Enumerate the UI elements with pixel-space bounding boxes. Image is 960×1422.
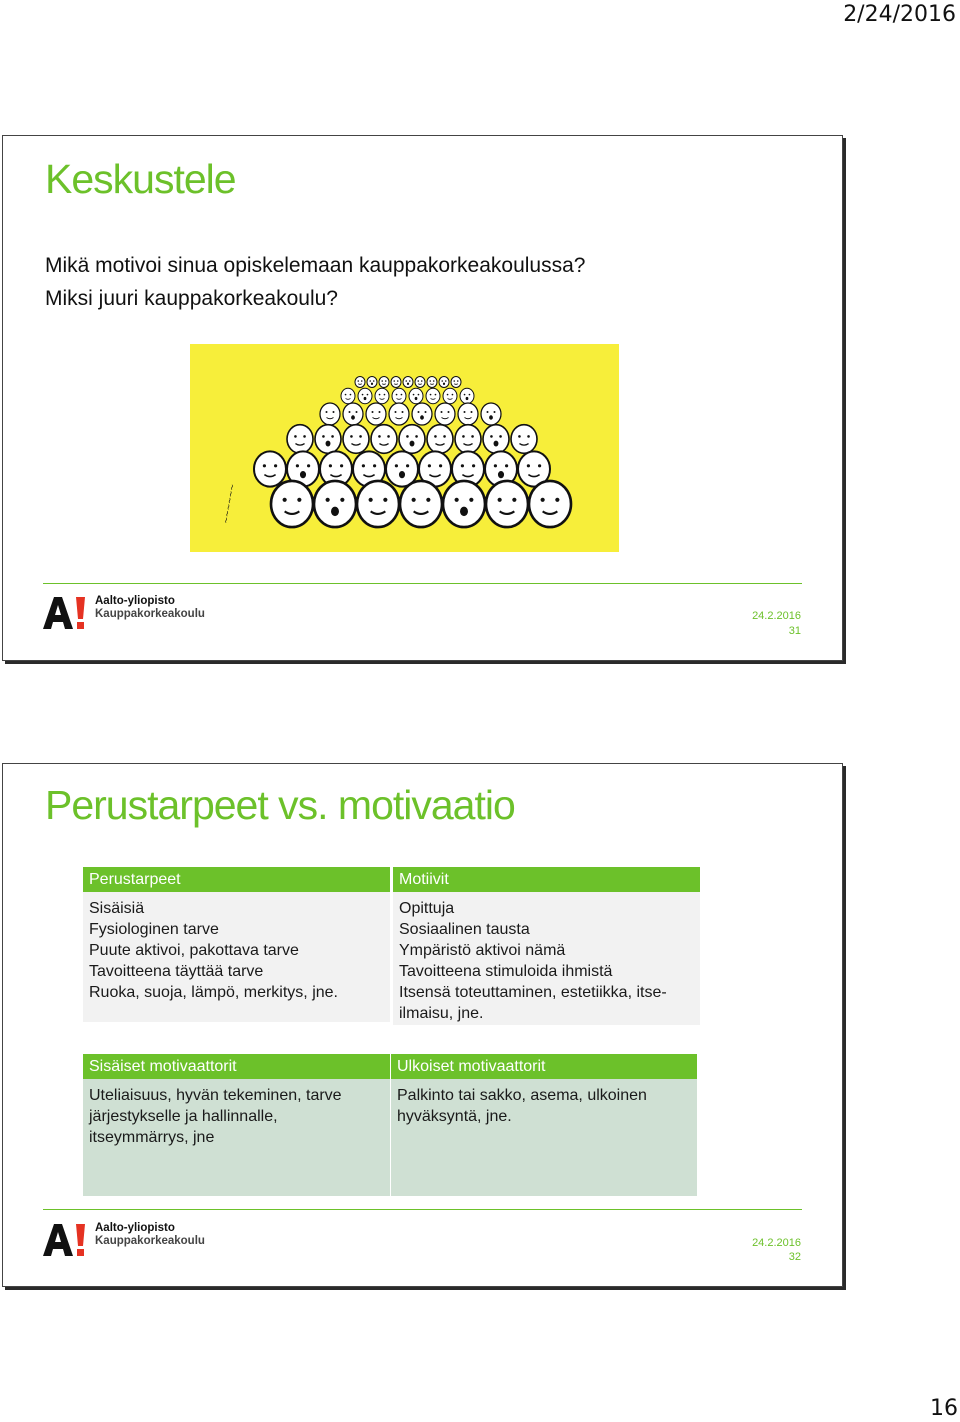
aalto-a-icon [43, 595, 87, 629]
slide-number: 31 [788, 625, 801, 637]
box-line: Ympäristö aktivoi nämä [399, 942, 566, 959]
box-line: Itsensä toteuttaminen, estetiikka, itse- [399, 984, 667, 1001]
slide-title: Perustarpeet vs. motivaatio [45, 782, 515, 828]
box-heading: Sisäiset motivaattorit [83, 1054, 390, 1079]
slide-title: Keskustele [45, 156, 236, 202]
box-heading: Ulkoiset motivaattorit [391, 1054, 697, 1079]
aalto-a-icon [43, 1222, 87, 1256]
box-body [83, 1079, 390, 1196]
box-line: Ruoka, suoja, lämpö, merkitys, jne. [89, 984, 338, 1001]
box-line: järjestykselle ja hallinnalle, [89, 1108, 278, 1125]
page-date: 2/24/2016 [843, 2, 956, 27]
box-heading: Perustarpeet [83, 867, 390, 892]
svg-text:~~~~~~: ~~~~~~ [221, 483, 237, 525]
crowd-illustration [190, 344, 619, 552]
box-line: itseymmärrys, jne [89, 1129, 215, 1146]
box-line: hyväksyntä, jne. [397, 1108, 512, 1125]
box-line: Puute aktivoi, pakottava tarve [89, 942, 299, 959]
logo-line2: Kauppakorkeakoulu [95, 1235, 205, 1247]
box-sisaiset-motivaattorit [83, 1054, 390, 1196]
box-line: Sisäisiä [89, 900, 145, 917]
logo-line1: Aalto-yliopisto [95, 1222, 175, 1234]
logo-line2: Kauppakorkeakoulu [95, 608, 205, 620]
box-perustarpeet [83, 867, 390, 1022]
box-line: Fysiologinen tarve [89, 921, 219, 938]
question-1: Mikä motivoi sinua opiskelemaan kauppakorkeakoulussa? [45, 254, 586, 277]
box-body [393, 892, 700, 1025]
box-ulkoiset-motivaattorit [391, 1054, 697, 1196]
box-line: Opittuja [399, 900, 455, 917]
box-line: Tavoitteena stimuloida ihmistä [399, 963, 613, 980]
footer-divider [43, 1209, 802, 1210]
box-body [391, 1079, 697, 1196]
box-motiivit [393, 867, 700, 1025]
slide-date: 24.2.2016 [752, 1237, 801, 1249]
slide-32 [2, 763, 843, 1287]
box-body [83, 892, 390, 1022]
page-number: 16 [930, 1396, 958, 1421]
box-line: Tavoitteena täyttää tarve [89, 963, 264, 980]
slide-number: 32 [788, 1251, 801, 1263]
box-line: ilmaisu, jne. [399, 1005, 484, 1022]
slide-date: 24.2.2016 [752, 610, 801, 622]
box-line: Palkinto tai sakko, asema, ulkoinen [397, 1087, 647, 1104]
logo-line1: Aalto-yliopisto [95, 595, 175, 607]
slide-31 [2, 135, 843, 661]
footer-divider [43, 583, 802, 584]
box-line: Sosiaalinen tausta [399, 921, 530, 938]
crowd-of-faces-image [190, 344, 619, 552]
box-heading: Motiivit [393, 867, 700, 892]
box-line: Uteliaisuus, hyvän tekeminen, tarve [89, 1087, 342, 1104]
question-2: Miksi juuri kauppakorkeakoulu? [45, 287, 338, 310]
